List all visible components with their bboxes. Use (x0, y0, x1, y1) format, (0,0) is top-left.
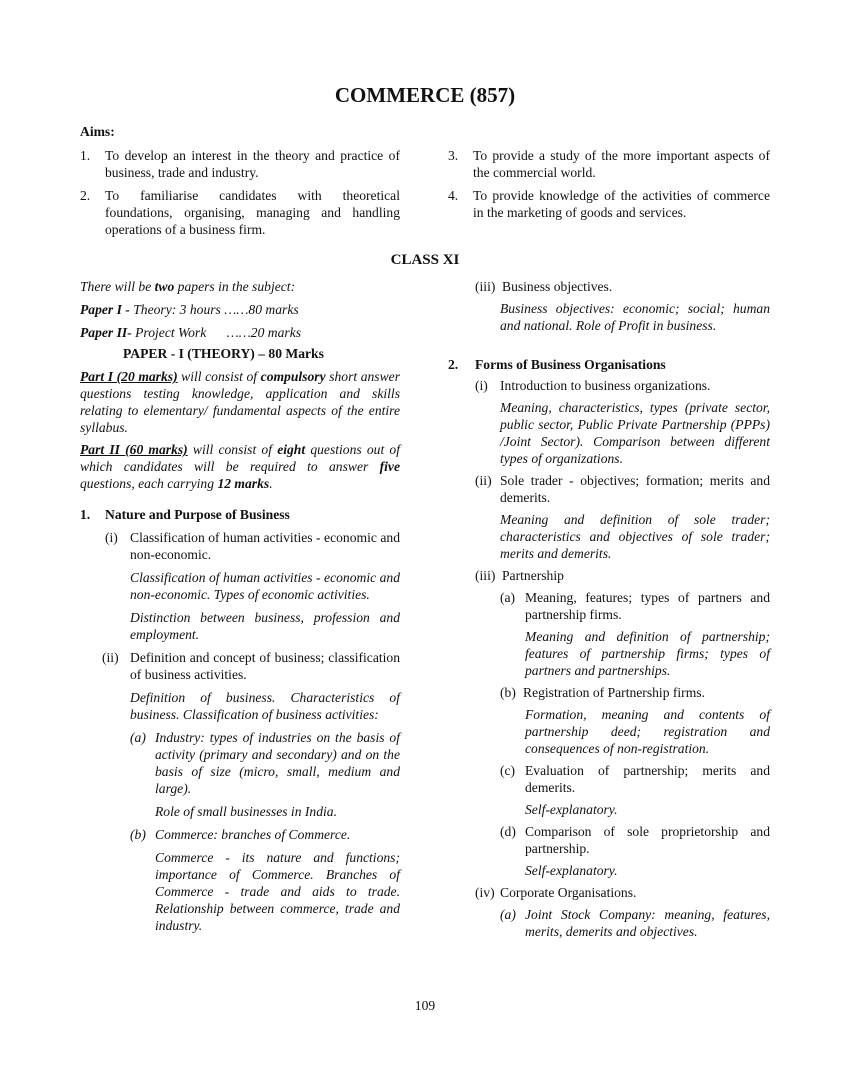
class-heading: CLASS XI (390, 252, 460, 268)
partnership-a: (a) Meaning, features; types of partners and partnership firms. (500, 590, 770, 622)
subtopic-b: (b) Commerce: branches of Commerce. (130, 827, 351, 842)
aim-number: 2. (80, 188, 91, 203)
paper1-line: Paper I - Theory: 3 hours ……80 marks (80, 302, 299, 317)
subtopic-description: Formation, meaning and contents of partnership deed; registration and consequences of non-registration. (525, 707, 770, 756)
subtopic-a: (a) Industry: types of industries on the basis of activity (primary and secondary) and on the basis of size (micro, small, medium and large). (130, 730, 400, 796)
paper2-line: Paper II- Project Work ……20 marks (80, 325, 302, 340)
subtopic-description: Meaning, characteristics, types (private sector, public sector, Public Private Partnership (PPPs) /Joint Sector). Comparison between different types of organizations. (500, 400, 770, 466)
left-column (80, 278, 400, 934)
aim-text: To provide knowledge of the activities of commerce in the marketing of goods and services. (473, 188, 770, 220)
subtopic-description: Distinction between business, profession and employment. (130, 610, 400, 642)
page-number: 109 (414, 998, 436, 1013)
aim-number: 1. (80, 148, 91, 163)
subtopic-description: Meaning and definition of partnership; features of partnership firms; types of partners and partnerships. (525, 629, 770, 678)
aim-text: To familiarise candidates with theoretical foundations, organising, managing and handling operations of a business firm. (105, 188, 400, 237)
subtopic-description: Self-explanatory. (525, 863, 618, 878)
subtopic-description: Role of small businesses in India. (155, 804, 337, 819)
section-heading: 1. Nature and Purpose of Business (80, 507, 290, 522)
aim-item (80, 187, 400, 238)
subtopic-description: Meaning and definition of sole trader; characteristics and objectives of sole trader; merits and demerits. (500, 512, 770, 561)
aim-item (448, 147, 770, 181)
partnership-b: (b) Registration of Partnership firms. (500, 685, 705, 700)
aim-text: To develop an interest in the theory and practice of business, trade and industry. (105, 148, 400, 180)
subtopic-ii: (ii) Definition and concept of business; classification of business activities. (102, 650, 400, 682)
paper1-heading: PAPER - I (THEORY) – 80 Marks (123, 346, 324, 361)
partnership-c: (c) Evaluation of partnership; merits and demerits. (500, 763, 770, 795)
aim-item (80, 147, 400, 181)
subtopic-i: (i) Introduction to business organizations. (475, 378, 711, 393)
subtopic-description: Self-explanatory. (525, 802, 618, 817)
aim-text: To provide a study of the more important aspects of the commercial world. (473, 148, 770, 180)
papers-intro: There will be two papers in the subject: (80, 279, 296, 294)
page-title: COMMERCE (857) (334, 83, 516, 107)
subtopic-iv: (iv) Corporate Organisations. (475, 885, 637, 900)
right-column (448, 278, 770, 940)
aim-item (448, 187, 770, 221)
aim-number: 3. (448, 148, 459, 163)
subtopic-iii: (iii) Partnership (475, 568, 564, 583)
subtopic-description: Business objectives: economic; social; human and national. Role of Profit in business. (500, 301, 770, 333)
subtopic-description: Commerce - its nature and functions; importance of Commerce. Branches of Commerce - trade and aids to trade. Relationship between commerce, trade and industry. (155, 850, 400, 933)
aim-number: 4. (448, 188, 459, 203)
part2-description: Part II (60 marks) will consist of eight questions out of which candidates will be required to answer five questions, each carrying 12 marks. (80, 442, 400, 491)
subtopic-description: Definition of business. Characteristics of business. Classification of business activities: (130, 690, 400, 722)
subtopic-ii: (ii) Sole trader - objectives; formation; merits and demerits. (475, 473, 770, 505)
subtopic-i: (i) Classification of human activities - economic and non-economic. (105, 530, 400, 562)
corporate-a: (a) Joint Stock Company: meaning, features, merits, demerits and objectives. (500, 907, 770, 939)
subtopic-description: Classification of human activities - economic and non-economic. Types of economic activities. (130, 570, 400, 602)
partnership-d: (d) Comparison of sole proprietorship and partnership. (500, 824, 770, 856)
part1-description: Part I (20 marks) will consist of compulsory short answer questions testing knowledge, application and skills relating to elementary/ fundamental aspects of the entire syllabus. (80, 369, 400, 435)
section-heading: 2. Forms of Business Organisations (448, 357, 666, 372)
subtopic-iii: (iii) Business objectives. (475, 279, 613, 294)
aims-heading: Aims: (80, 124, 115, 139)
